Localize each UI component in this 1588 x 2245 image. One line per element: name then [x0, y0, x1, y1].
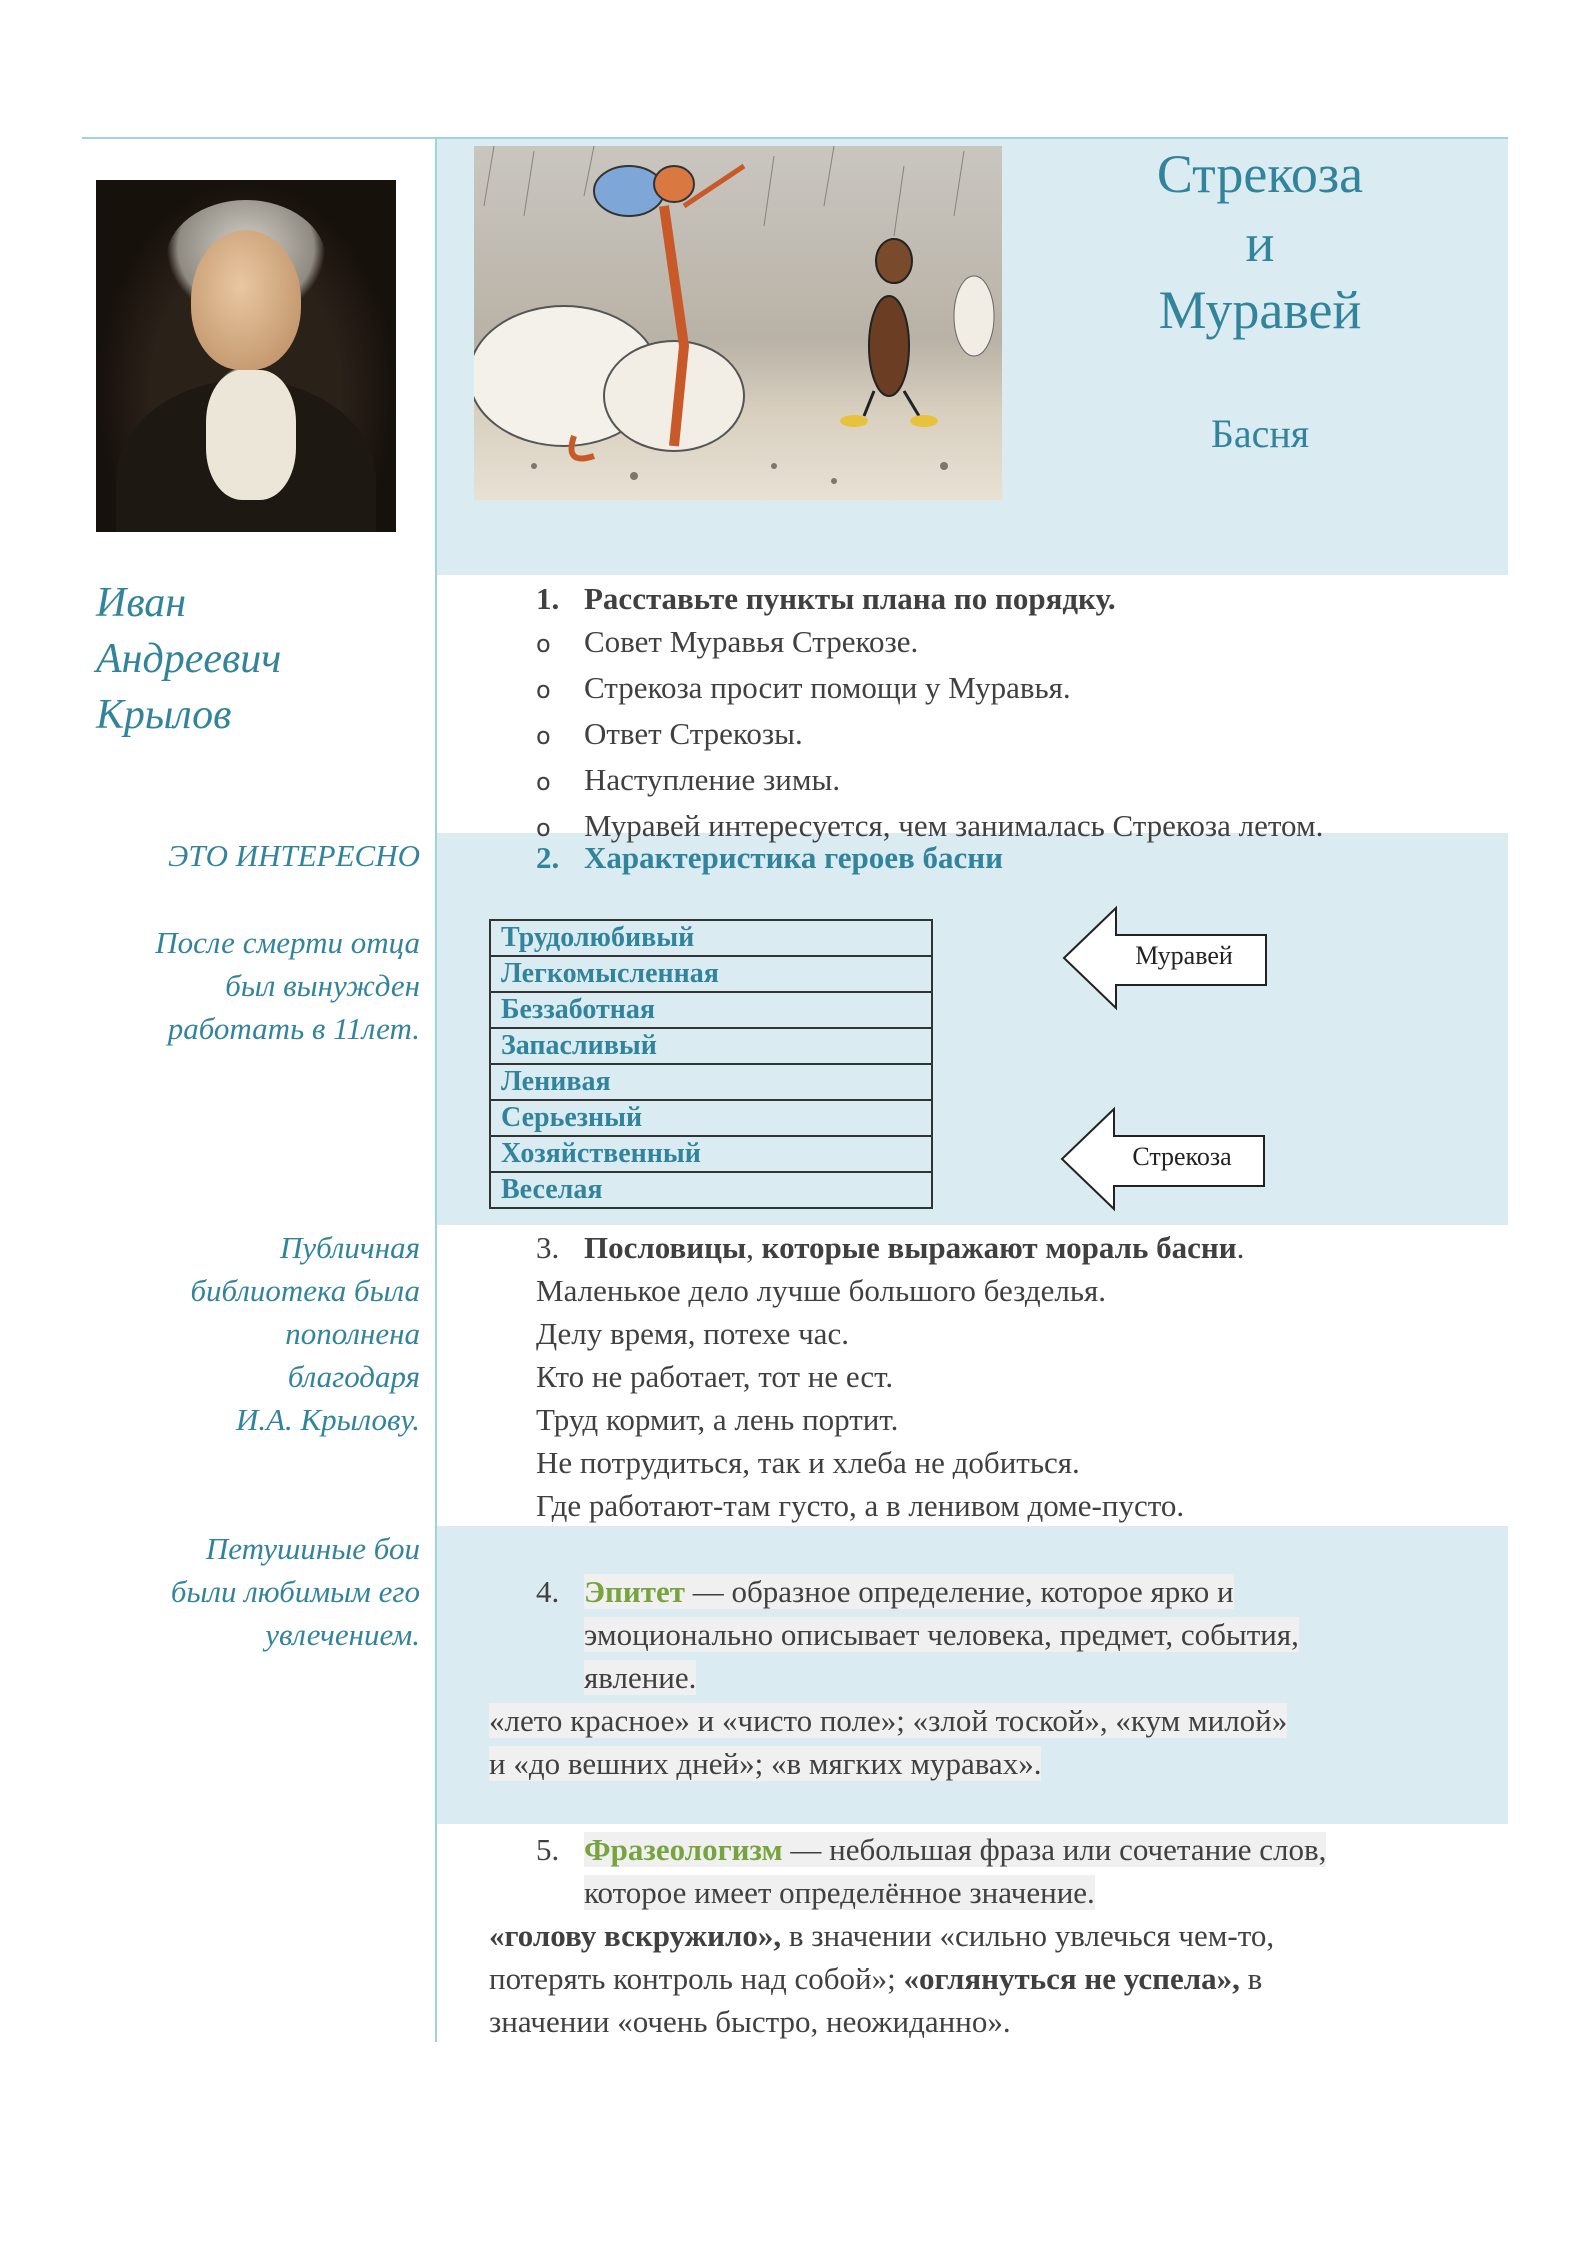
fact-line: И.А. Крылову.: [235, 1402, 420, 1437]
proverb: Труд кормит, а лень портит.: [536, 1402, 899, 1437]
epithet-definition: эмоционально описывает человека, предмет, события,: [584, 1617, 1299, 1652]
trait-row: [490, 1172, 932, 1208]
trait-row: [490, 1028, 932, 1064]
task1-block: [536, 577, 1323, 850]
fact-2: [90, 1226, 420, 1441]
example-line: и «до вешних дней»; «в мягких муравах».: [489, 1746, 1042, 1781]
traits-table: [489, 919, 933, 1209]
epithet-examples: [489, 1699, 1287, 1785]
ant-arrow-label: Муравей: [1135, 941, 1233, 970]
plan-item: o Совет Муравья Стрекозе.: [536, 624, 919, 659]
author-name-line: Андреевич: [96, 636, 282, 682]
fact-line: Петушиные бои: [205, 1531, 420, 1566]
epithet-definition: явление.: [584, 1660, 697, 1695]
phraseologism-definition: которое имеет определённое значение.: [584, 1875, 1095, 1910]
plan-item: o Наступление зимы.: [536, 762, 841, 797]
fact-line: благодаря: [287, 1359, 420, 1394]
trait-row: [490, 1064, 932, 1100]
author-name-line: Крылов: [96, 692, 232, 738]
proverb: Кто не работает, тот не ест.: [536, 1359, 894, 1394]
fact-3: [90, 1527, 420, 1656]
plan-item: o Ответ Стрекозы.: [536, 716, 803, 751]
dragonfly-arrow-label: Стрекоза: [1132, 1142, 1232, 1171]
fact-1: [90, 921, 420, 1050]
trait-row: [490, 1136, 932, 1172]
proverb: Маленькое дело лучше большого безделья.: [536, 1273, 1106, 1308]
fact-line: библиотека была: [190, 1273, 420, 1308]
task4-block: [536, 1570, 1299, 1699]
fact-line: Публичная: [279, 1230, 420, 1265]
phraseologism-definition: 5. Фразеологизм — небольшая фраза или сочетание слов,: [536, 1832, 1327, 1867]
plan-item: o Стрекоза просит помощи у Муравья.: [536, 670, 1071, 705]
fact-line: был вынужден: [225, 968, 420, 1003]
trait-row: [490, 992, 932, 1028]
proverb: Не потрудиться, так и хлеба не добиться.: [536, 1445, 1080, 1480]
fable-illustration: [474, 146, 1002, 500]
example-line: «лето красное» и «чисто поле»; «злой тоской», «кум милой»: [489, 1703, 1288, 1738]
trait-row: [490, 1100, 932, 1136]
trait-cell[interactable]: Веселая: [490, 1172, 932, 1208]
fable-title-line-2: и: [1245, 213, 1275, 273]
fact-line: После смерти отца: [155, 925, 420, 960]
plan-item: o Муравей интересуется, чем занималась Стрекоза летом.: [536, 808, 1324, 843]
interesting-heading: ЭТО ИНТЕРЕСНО: [168, 838, 420, 873]
fable-title-line-1: Стрекоза: [1156, 144, 1364, 204]
fact-line: увлечением.: [265, 1617, 420, 1652]
fact-line: работать в 11лет.: [167, 1011, 420, 1046]
fact-line: пополнена: [285, 1316, 420, 1351]
task2-title: 2. Характеристика героев басни: [536, 840, 1003, 875]
task3-block: [536, 1226, 1244, 1527]
proverb: Где работают-там густо, а в ленивом доме-пусто.: [536, 1488, 1185, 1523]
trait-row: [490, 920, 932, 956]
author-name: [96, 575, 281, 743]
fact-line: были любимым его: [170, 1574, 420, 1609]
task5-block: [536, 1828, 1326, 1914]
fable-title-line-3: Муравей: [1158, 280, 1362, 340]
trait-cell[interactable]: Трудолюбивый: [490, 920, 932, 956]
task3-title: 3. Пословицы, которые выражают мораль басни.: [536, 1230, 1245, 1265]
column-divider: [435, 137, 437, 2042]
trait-cell[interactable]: Ленивая: [490, 1064, 932, 1100]
trait-row: [490, 956, 932, 992]
example-line: потерять контроль над собой»; «оглянуться не успела», в: [489, 1961, 1263, 1996]
author-portrait: [96, 180, 396, 532]
example-line: значении «очень быстро, неожиданно».: [489, 2004, 1011, 2039]
trait-cell[interactable]: Хозяйственный: [490, 1136, 932, 1172]
trait-cell[interactable]: Беззаботная: [490, 992, 932, 1028]
trait-cell[interactable]: Серьезный: [490, 1100, 932, 1136]
author-name-line: Иван: [96, 580, 187, 626]
phraseologism-examples: [489, 1914, 1274, 2043]
epithet-definition: 4. Эпитет — образное определение, которое ярко и: [536, 1574, 1234, 1609]
trait-cell[interactable]: Запасливый: [490, 1028, 932, 1064]
dragonfly-arrow[interactable]: [1058, 1106, 1268, 1212]
ant-arrow[interactable]: [1060, 905, 1270, 1011]
trait-cell[interactable]: Легкомысленная: [490, 956, 932, 992]
genre-label: Басня: [1210, 411, 1310, 456]
proverb: Делу время, потехе час.: [536, 1316, 849, 1351]
task1-title: 1. Расставьте пункты плана по порядку.: [536, 581, 1116, 616]
example-line: «голову вскружило», в значении «сильно увлечься чем-то,: [489, 1918, 1275, 1953]
